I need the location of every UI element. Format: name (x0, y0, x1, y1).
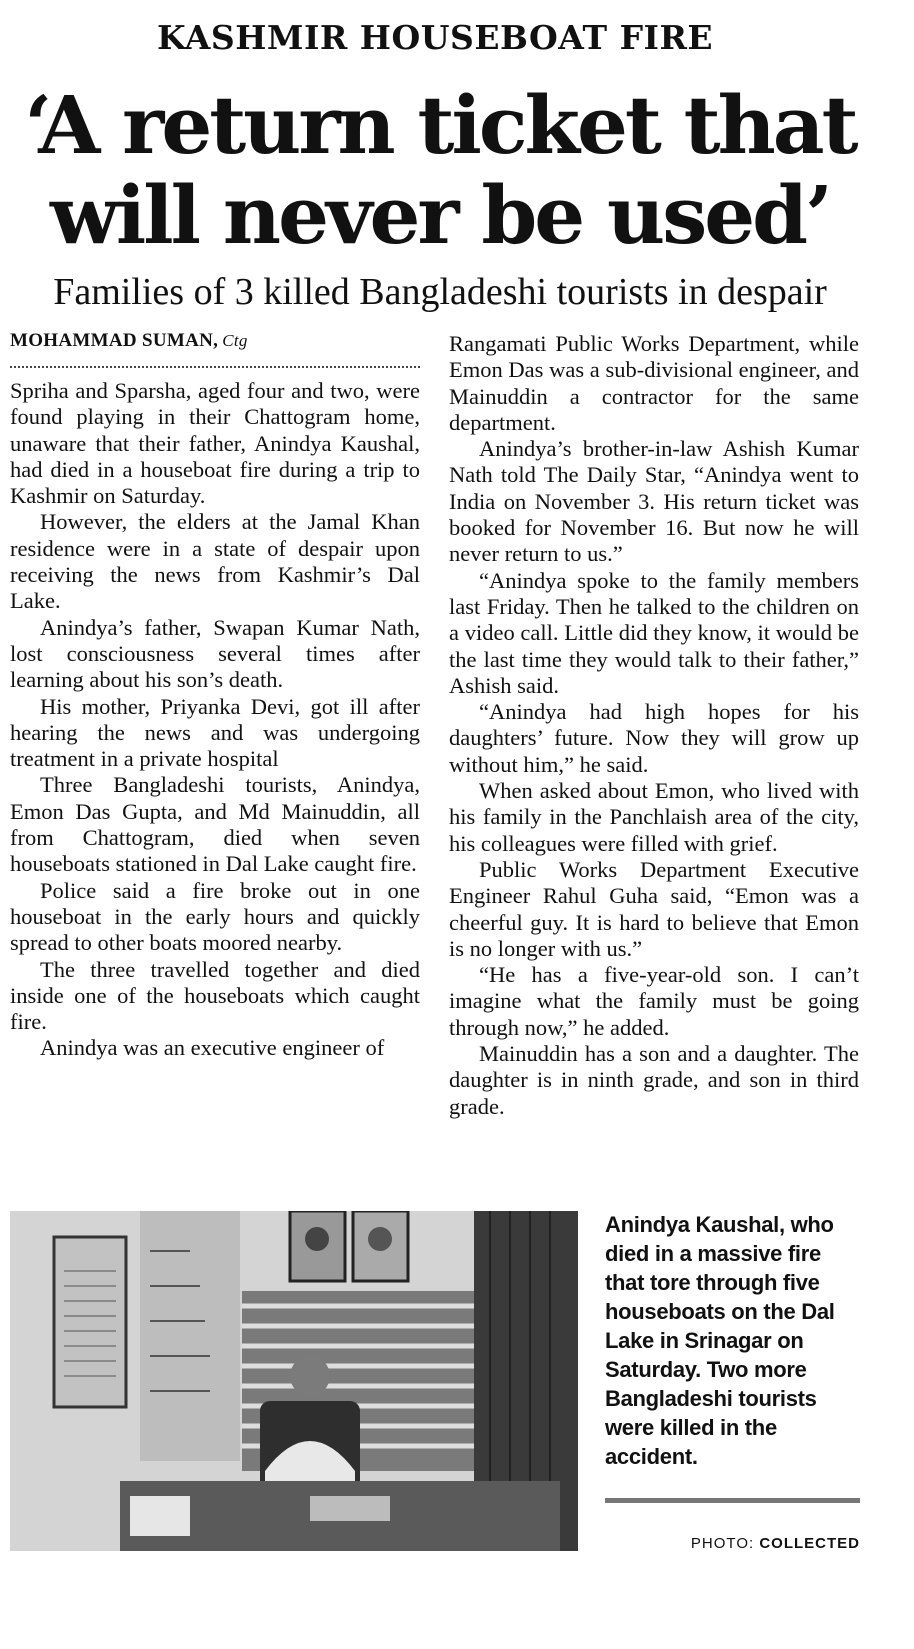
paragraph: Mainuddin has a son and a daughter. The daughter is in ninth grade, and son in third grade. (449, 1041, 859, 1119)
paragraph: However, the elders at the Jamal Khan residence were in a state of despair upon receiving the news from Kashmir’s Dal Lake. (10, 509, 420, 614)
article-column-1 (10, 378, 420, 1062)
paragraph: His mother, Priyanka Devi, got ill after hearing the news and was undergoing treatment in a private hospital (10, 693, 420, 772)
office-photo-illustration (10, 1211, 578, 1551)
article-photo (10, 1211, 578, 1551)
photo-credit-label: PHOTO: (690, 1535, 755, 1552)
paragraph: Spriha and Sparsha, aged four and two, were found playing in their Chattogram home, unaware that their father, Anindya Kaushal, had died in a houseboat fire during a trip to Kashmir on Saturday. (10, 378, 420, 509)
paragraph: Police said a fire broke out in one houseboat in the early hours and quickly spread to other boats moored nearby. (10, 877, 420, 956)
photo-credit (682, 1535, 860, 1552)
subheadline: Families of 3 killed Bangladeshi tourists in despair (53, 271, 827, 313)
byline-divider (10, 366, 420, 368)
paragraph: Three Bangladeshi tourists, Anindya, Emon Das Gupta, and Md Mainuddin, all from Chattogram, died when seven houseboats stationed in Dal Lake caught fire. (10, 772, 420, 877)
paragraph: “Anindya had high hopes for his daughters’ future. Now they will grow up without him,” he said. (449, 699, 859, 777)
paragraph: Anindya’s father, Swapan Kumar Nath, lost consciousness several times after learning about his son’s death. (10, 614, 420, 693)
photo-credit-source: COLLECTED (759, 1535, 860, 1552)
photo-caption: Anindya Kaushal, who died in a massive fire that tore through five houseboats on the Dal Lake in Srinagar on Saturday. Two more Bangladeshi tourists were killed in the accident. (605, 1212, 835, 1469)
paragraph: The three travelled together and died inside one of the houseboats which caught fire. (10, 956, 420, 1035)
paragraph: Anindya was an executive engineer of (40, 1035, 385, 1061)
byline-name: MOHAMMAD SUMAN, (10, 330, 219, 351)
paragraph: Public Works Department Executive Engineer Rahul Guha said, “Emon was a cheerful guy. It is hard to believe that Emon is no longer with us.” (449, 856, 859, 961)
headline-line-2: will never be used’ (50, 168, 830, 262)
paragraph: Anindya’s brother-in-law Ashish Kumar Nath told The Daily Star, “Anindya went to India on November 3. His return ticket was booked for November 16. But now he will never return to us.” (449, 436, 859, 567)
paragraph: When asked about Emon, who lived with his family in the Panchlaish area of the city, his colleagues were filled with grief. (449, 778, 859, 856)
article-column-2 (449, 331, 859, 1120)
paragraph: “Anindya spoke to the family members last Friday. Then he talked to the children on a video call. Little did they know, it would be the last time they would talk to their father,” Ashish said. (449, 567, 859, 698)
paragraph: Rangamati Public Works Department, while Emon Das was a sub-divisional engineer, and Mainuddin a contractor for the same department. (449, 331, 859, 435)
paragraph: “He has a five-year-old son. I can’t imagine what the family must be going through now,” he added. (449, 962, 859, 1040)
caption-divider (605, 1498, 860, 1503)
kicker: KASHMIR HOUSEBOAT FIRE (156, 18, 714, 57)
headline (0, 80, 880, 260)
byline-location: Ctg (222, 331, 248, 350)
headline-line-1: ‘A return ticket that (24, 78, 856, 172)
byline (10, 330, 248, 352)
